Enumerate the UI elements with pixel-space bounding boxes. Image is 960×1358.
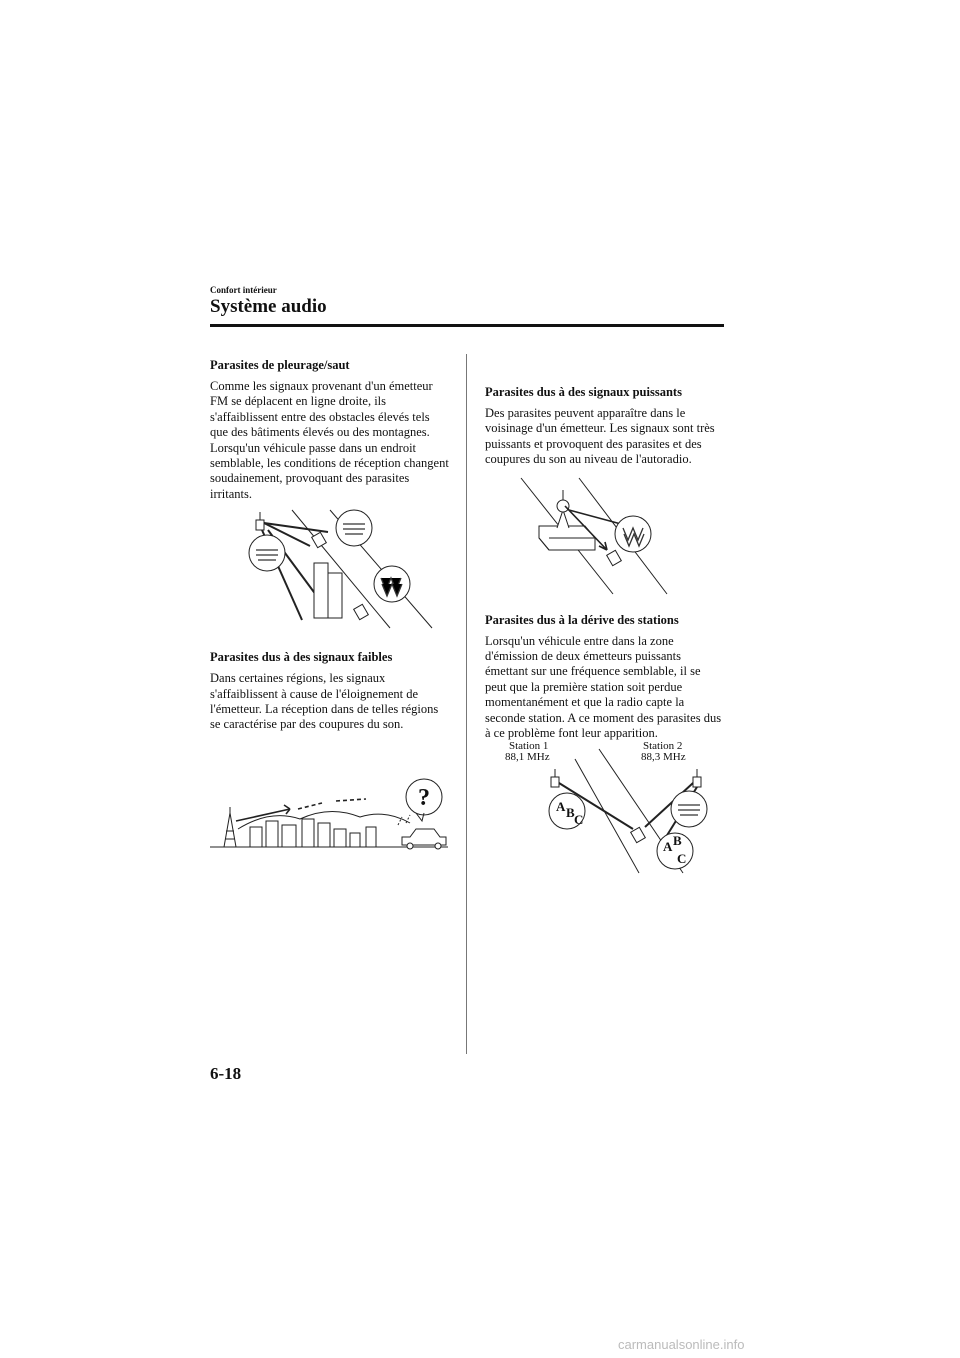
abc-right-b: B xyxy=(673,833,682,849)
abc-left-b: B xyxy=(566,805,575,821)
station-2-frequency: 88,3 MHz xyxy=(641,751,686,764)
weak-signal-diagram xyxy=(210,761,450,871)
abc-right-a: A xyxy=(663,839,673,855)
page-number: 6-18 xyxy=(210,1064,242,1083)
section-label: Confort intérieur xyxy=(210,285,277,295)
station-2-name: Station 2 xyxy=(643,740,683,753)
station-1-frequency: 88,1 MHz xyxy=(505,751,550,764)
abc-right-c: C xyxy=(677,851,687,867)
weak-signal-heading: Parasites dus à des signaux faibles xyxy=(210,650,393,665)
right-column xyxy=(485,385,725,875)
left-column xyxy=(210,358,450,871)
title-rule xyxy=(210,324,724,327)
strong-signal-diagram xyxy=(485,476,725,601)
abc-left-a: A xyxy=(556,799,566,815)
station-drift-heading: Parasites dus à la dérive des stations xyxy=(485,612,679,627)
column-divider xyxy=(466,354,467,1054)
abc-left-c: C xyxy=(574,812,584,828)
flutter-noise-diagram xyxy=(210,508,450,636)
strong-signal-heading: Parasites dus à des signaux puissants xyxy=(485,385,682,399)
flutter-noise-body: Comme les signaux provenant d'un émetteur FM se déplacent en ligne droite, ils s'affaiblissent entre des obstacles élevés tels que des bâtiments élevés ou des montagnes. Lorsqu'un véhicule passe dans un endroit semblable, les conditions de réception changent soudainement, provoquant des parasites irritants. xyxy=(210,379,449,501)
watermark-text: carmanualsonline.info xyxy=(618,1337,745,1352)
station-1-name: Station 1 xyxy=(509,740,549,753)
question-mark-glyph: ? xyxy=(418,784,430,811)
weak-signal-body: Dans certaines régions, les signaux s'affaiblissent à cause de l'éloignement de l'émetteur. La réception dans de telles régions se caractérise par des coupures du son. xyxy=(210,671,439,732)
station-drift-diagram xyxy=(485,740,725,875)
station-drift-body: Lorsqu'un véhicule entre dans la zone d'émission de deux émetteurs puissants émettant sur une fréquence semblable, il se peut que la première station soit perdue momentanément et que la radio capte la seconde station. A ce moment des parasites dus à ce problème font leur apparition. xyxy=(485,633,722,741)
flutter-noise-heading: Parasites de pleurage/saut xyxy=(210,358,350,372)
page-title: Système audio xyxy=(210,296,327,317)
strong-signal-body: Des parasites peuvent apparaître dans le voisinage d'un émetteur. Les signaux sont très puissants et provoquent des parasites et des coupures du son au niveau de l'autoradio. xyxy=(485,406,715,467)
